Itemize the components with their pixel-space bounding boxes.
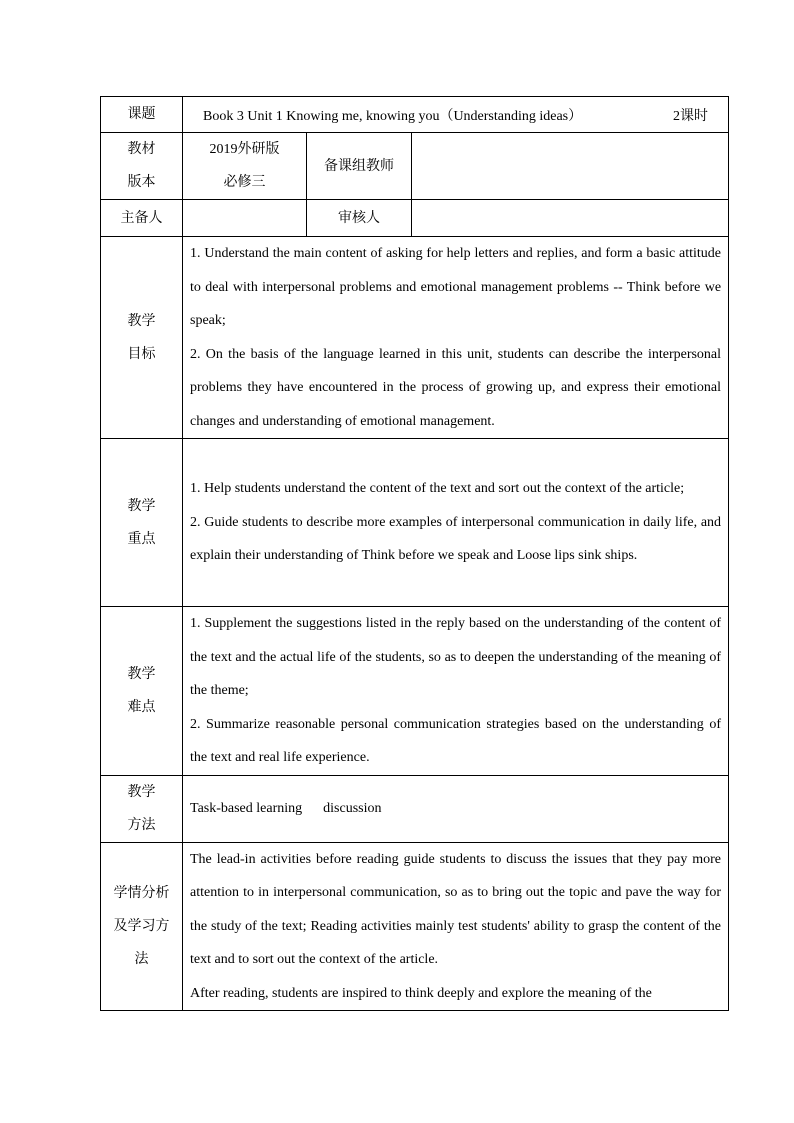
reviewer-label: 审核人 — [307, 200, 412, 237]
lesson-title: Book 3 Unit 1 Knowing me, knowing you（Understanding ideas） — [203, 108, 583, 124]
preparer-value — [183, 200, 307, 237]
methods-row — [101, 775, 729, 842]
analysis-clip — [190, 843, 721, 1010]
key-point-1: 1. Help students understand the content of the text and sort out the context of the article; — [190, 481, 685, 497]
title-cell — [183, 97, 729, 133]
objectives-row — [101, 237, 729, 439]
key-points-label: 教学 重点 — [101, 439, 183, 607]
lesson-periods: 2课时 — [673, 108, 709, 124]
methods-label: 教学 方法 — [101, 775, 183, 842]
key-point-2: 2. Guide students to describe more examples of interpersonal communication in daily life, and explain their understanding of Think before we speak and Loose lips sink ships. — [190, 514, 722, 564]
lesson-plan-table — [100, 96, 729, 1011]
analysis-paragraph-2: After reading, students are inspired to think deeply and explore the meaning of the — [190, 985, 652, 1001]
analysis-paragraph-1: The lead-in activities before reading guide students to discuss the issues that they pay more attention to in interpersonal communication, so as to bring out the topic and pave the way for the study of the text; Reading activities mainly test students' ability to grasp the content of the text and to sort out the context of the article. — [190, 851, 722, 967]
difficulties-label: 教学 难点 — [101, 607, 183, 776]
analysis-content — [183, 842, 729, 1010]
objectives-content — [183, 237, 729, 439]
reviewer-value — [412, 200, 729, 237]
key-points-content — [183, 439, 729, 607]
edition-row — [101, 133, 729, 200]
title-label: 课题 — [101, 97, 183, 133]
difficulties-row — [101, 607, 729, 776]
edition-label: 教材 版本 — [101, 133, 183, 200]
title-row — [101, 97, 729, 133]
analysis-label: 学情分析 及学习方 法 — [101, 842, 183, 1010]
teacher-group-label: 备课组教师 — [307, 133, 412, 200]
methods-content: Task-based learning discussion — [183, 775, 729, 842]
objectives-label: 教学 目标 — [101, 237, 183, 439]
difficulties-content — [183, 607, 729, 776]
objective-2: 2. On the basis of the language learned in this unit, students can describe the interpersonal problems they have encountered in the process of growing up, and express their emotional changes and understanding of emotional management. — [190, 346, 722, 429]
edition-value: 2019外研版 必修三 — [183, 133, 307, 200]
difficulty-1: 1. Supplement the suggestions listed in the reply based on the understanding of the content of the text and the actual life of the students, so as to deepen the understanding of the meaning of the theme; — [190, 616, 722, 698]
preparer-row — [101, 200, 729, 237]
key-points-row — [101, 439, 729, 607]
analysis-row — [101, 842, 729, 1010]
preparer-label: 主备人 — [101, 200, 183, 237]
difficulty-2: 2. Summarize reasonable personal communication strategies based on the understanding of the text and real life experience. — [190, 716, 722, 765]
teacher-group-value — [412, 133, 729, 200]
objective-1: 1. Understand the main content of asking for help letters and replies, and form a basic attitude to deal with interpersonal problems and emotional management problems -- Think before we speak; — [190, 246, 722, 328]
